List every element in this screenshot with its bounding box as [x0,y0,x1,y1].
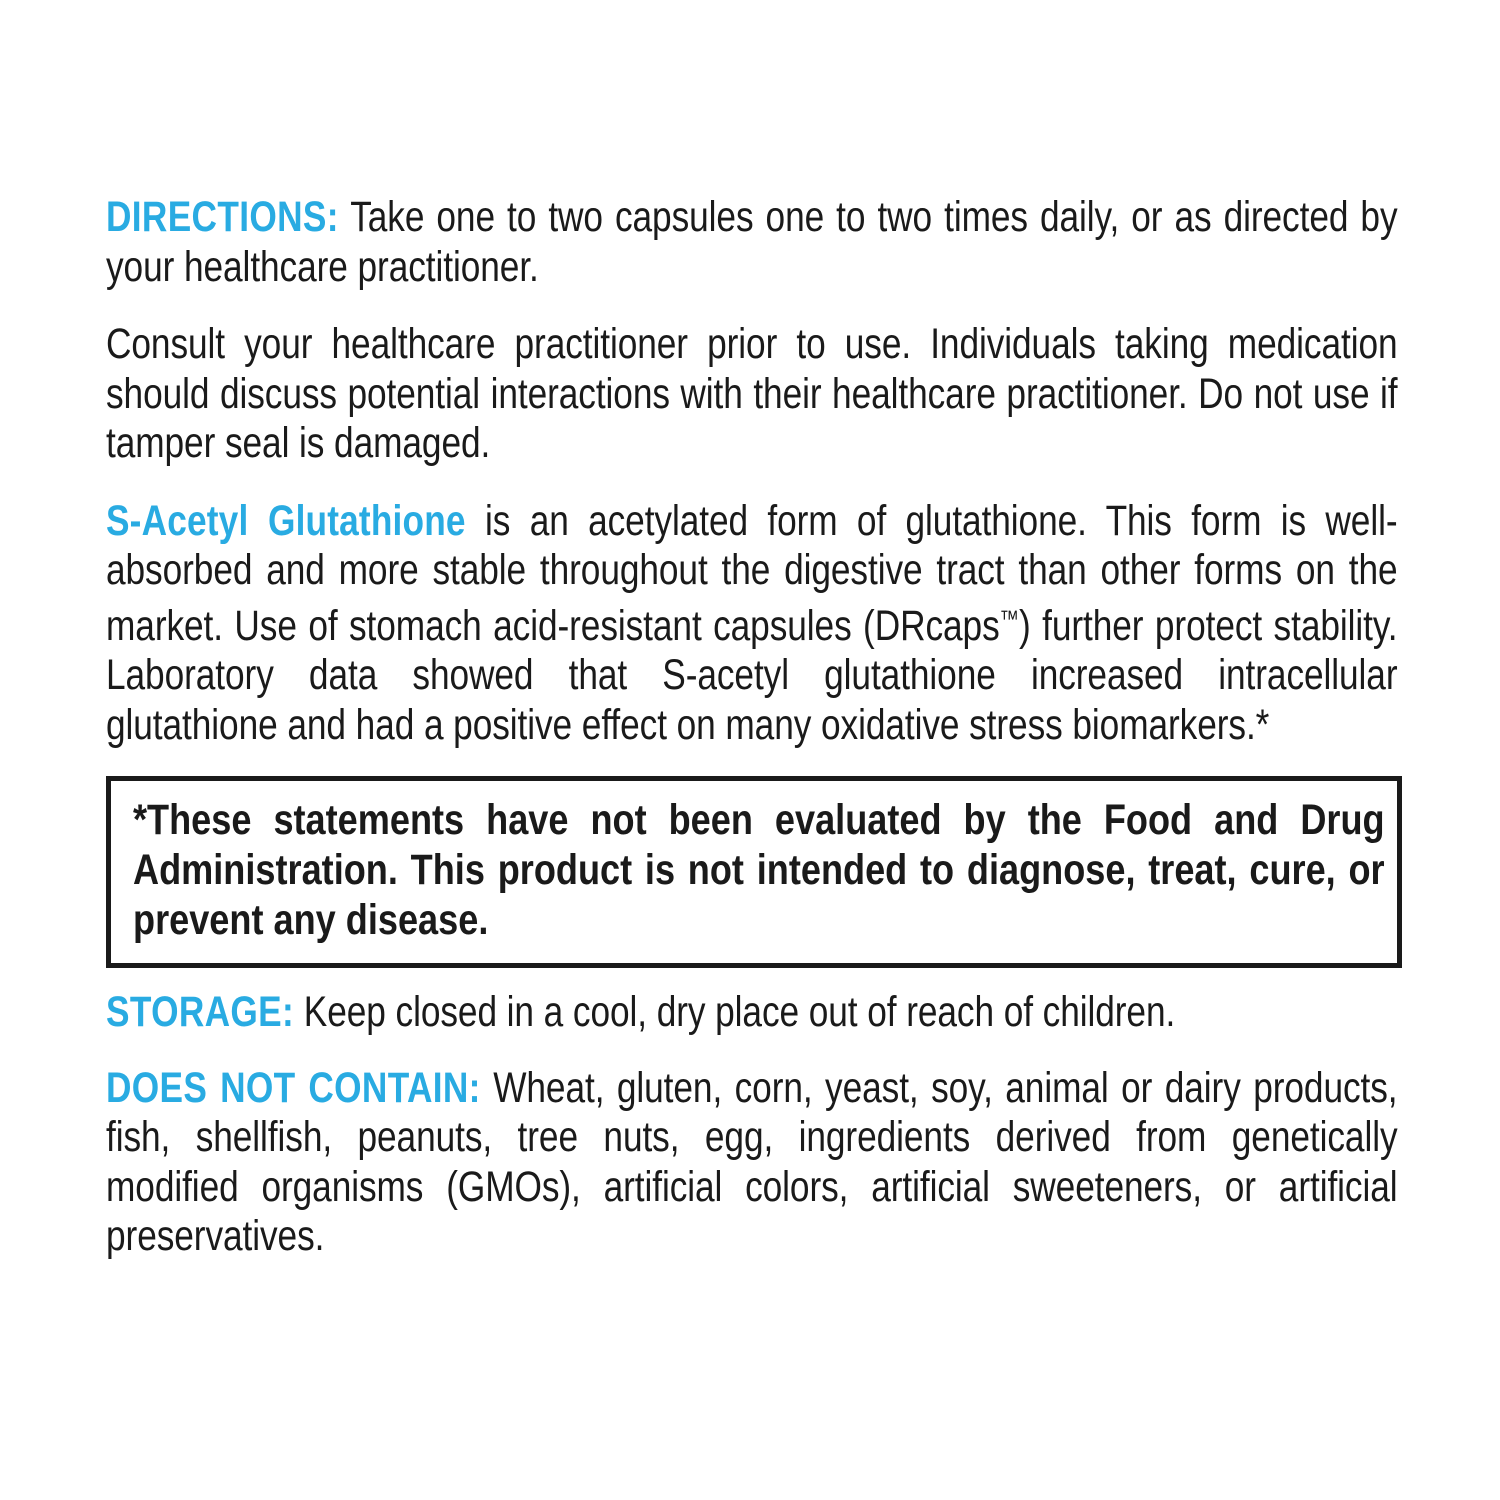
ingredient-body-part-one: is an acetylated form of glutathione. This form is well-absorbed and more stable throughout the digestive tract than other forms on the market. Use of stomach acid-resistant capsules (DRcaps [106,496,1398,650]
storage-body: Keep closed in a cool, dry place out of reach of children. [294,988,1176,1036]
does-not-contain-heading: DOES NOT CONTAIN: [106,1063,481,1112]
directions-paragraph [106,193,1398,292]
directions-heading: DIRECTIONS: [106,193,339,241]
ingredient-name-heading: S-Acetyl Glutathione [106,496,466,545]
box-bottom-spacer [106,978,1398,988]
does-not-contain-body: Wheat, gluten, corn, yeast, soy, animal or dairy products, fish, shellfish, peanuts, tree nuts, egg, ingredients derived from genetically modified organisms (GMOs), artificial colors, artificial sweeteners, or artificial preservatives. [106,1063,1398,1260]
does-not-contain-paragraph [106,1064,1398,1262]
ingredient-body-part-two: ) further protect stability. Laboratory data showed that S-acetyl glutathione increased intracellular glutathione and had a positive effect on many oxidative stress biomarkers.* [106,601,1398,749]
fda-disclaimer-text: *These statements have not been evaluated by the Food and Drug Administration. This product is not intended to diagnose, treat, cure, or prevent any disease. [133,796,1385,944]
label-content-column [106,193,1398,1262]
ingredient-info-paragraph [106,497,1398,751]
storage-heading: STORAGE: [106,988,295,1036]
storage-paragraph [106,988,1398,1038]
consult-paragraph [106,320,1398,469]
trademark-symbol: ™ [999,606,1020,633]
consult-body: Consult your healthcare practitioner prior to use. Individuals taking medication should discuss potential interactions with their healthcare practitioner. Do not use if tamper seal is damaged. [106,320,1398,467]
fda-disclaimer-box [106,776,1402,968]
directions-body: Take one to two capsules one to two times daily, or as directed by your healthcare practitioner. [106,193,1398,291]
